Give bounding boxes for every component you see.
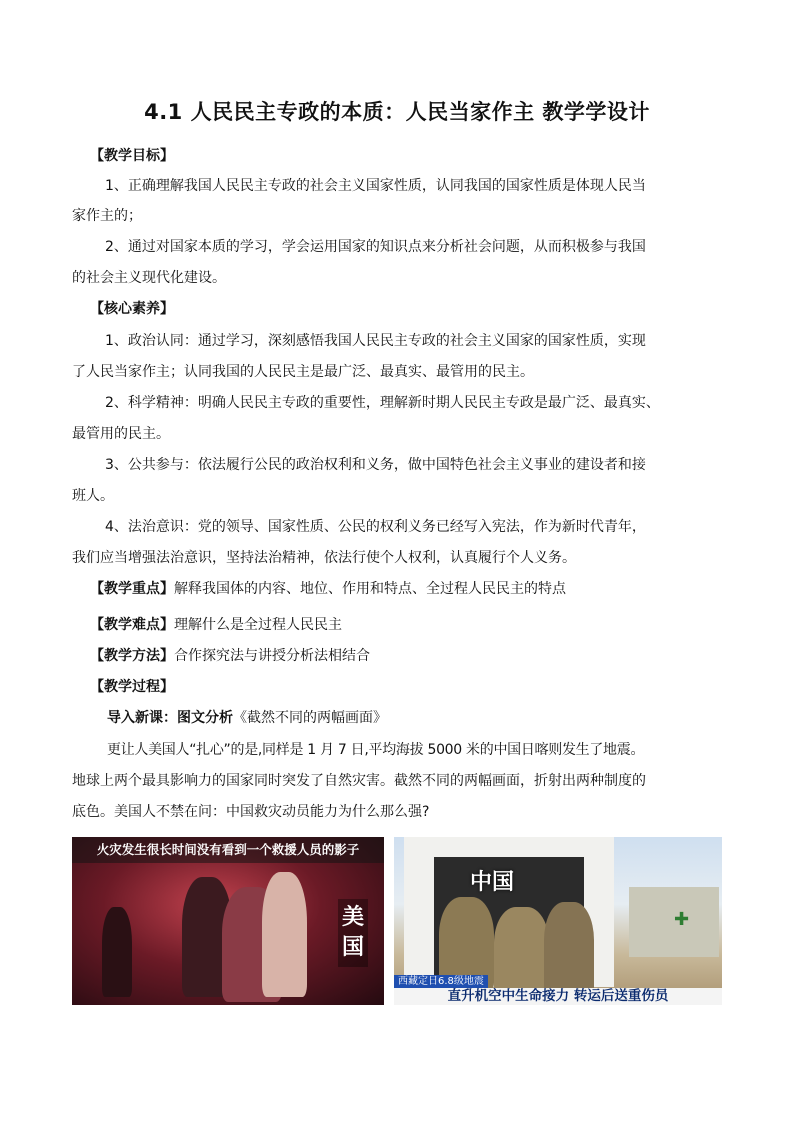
china-rescue-photo (394, 837, 722, 1005)
difficulty-text: 理解什么是全过程人民民主 (174, 617, 342, 633)
core-2-line-1: 2、科学精神：明确人民民主专政的重要性，理解新时期人民民主专政是最广泛、最真实、 (105, 395, 660, 411)
goal-2-line-1: 2、通过对国家本质的学习，学会运用国家的知识点来分析社会问题，从而积极参与我国 (105, 239, 646, 255)
method-label: 【教学方法】 (90, 648, 174, 664)
difficulty-label: 【教学难点】 (90, 617, 174, 633)
usa-fire-photo (72, 837, 384, 1005)
core-2-line-2: 最管用的民主。 (72, 426, 170, 442)
method (90, 646, 370, 666)
difficulty (90, 615, 342, 635)
goals-heading: 【教学目标】 (90, 148, 174, 164)
key-point-label: 【教学重点】 (90, 581, 174, 597)
key-point (90, 579, 566, 599)
usa-photo-caption: 火灾发生很长时间没有看到一个救援人员的影子 (72, 837, 384, 863)
person-figure (262, 872, 307, 997)
core-4-line-2: 我们应当增强法治意识，坚持法治精神，依法行使个人权利，认真履行个人义务。 (72, 550, 576, 566)
paragraph-line-3: 底色。美国人不禁在问：中国救灾动员能力为什么那么强? (72, 804, 430, 820)
red-cross-icon: ✚ (674, 909, 690, 930)
intro-line (107, 708, 387, 728)
person-figure (102, 907, 132, 997)
paragraph-line-1: 更让人美国人“扎心”的是,同样是 1 月 7 日,平均海拔 5000 米的中国日喀则发生了地震。 (107, 742, 645, 758)
process-heading: 【教学过程】 (90, 679, 174, 695)
news-caption-bar: 直升机空中生命接力 转运后送重伤员 (394, 988, 722, 1005)
core-3-line-1: 3、公共参与：依法履行公民的政治权利和义务，做中国特色社会主义事业的建设者和接 (105, 457, 646, 473)
core-3-line-2: 班人。 (72, 488, 114, 504)
method-text: 合作探究法与讲授分析法相结合 (174, 648, 370, 664)
soldier-figure (494, 907, 549, 997)
core-heading: 【核心素养】 (90, 301, 174, 317)
page-title: 4.1 人民民主专政的本质：人民当家作主 教学学设计 (144, 100, 650, 124)
core-1-line-1: 1、政治认同：通过学习，深刻感悟我国人民民主专政的社会主义国家的国家性质，实现 (105, 333, 646, 349)
news-subcaption: 西藏定日6.8级地震 (394, 975, 488, 989)
goal-1-line-1: 1、正确理解我国人民民主专政的社会主义国家性质，认同我国的国家性质是体现人民当 (105, 178, 646, 194)
goal-1-line-2: 家作主的； (72, 208, 142, 224)
core-1-line-2: 了人民当家作主；认同我国的人民民主是最广泛、最真实、最管用的民主。 (72, 364, 534, 380)
soldier-figure (544, 902, 594, 997)
intro-text: 《截然不同的两幅画面》 (233, 710, 387, 726)
china-label: 中国 (470, 870, 515, 895)
core-4-line-1: 4、法治意识：党的领导、国家性质、公民的权利义务已经写入宪法，作为新时代青年， (105, 519, 646, 535)
usa-label: 美国 (338, 899, 368, 967)
key-point-text: 解释我国体的内容、地位、作用和特点、全过程人民民主的特点 (174, 581, 566, 597)
intro-label: 导入新课：图文分析 (107, 710, 233, 726)
paragraph-line-2: 地球上两个最具影响力的国家同时突发了自然灾害。截然不同的两幅画面，折射出两种制度的 (72, 773, 646, 789)
goal-2-line-2: 的社会主义现代化建设。 (72, 270, 226, 286)
